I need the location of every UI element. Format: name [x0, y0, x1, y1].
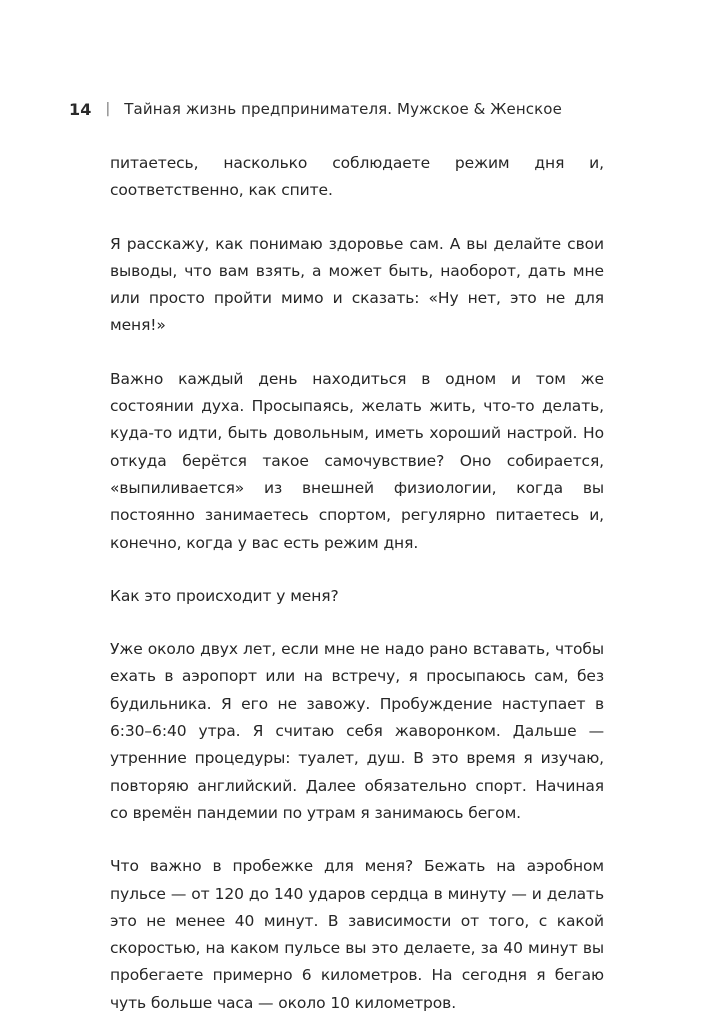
- paragraph: Уже около двух лет, если мне не надо рано вставать, чтобы ехать в аэропорт или на встречу, я просыпаюсь сам, без будильника. Я его не завожу. Пробуждение наступает в 6:30–6:40 утра. Я считаю себя жаворонком. Дальше — утренние процедуры: туалет, душ. В это время я изучаю, повторяю английский. Далее обязательно спорт. Начиная со времён пандемии по утрам я занимаюсь бегом.: [110, 640, 604, 822]
- book-title: Тайная жизнь предпринимателя. Мужское & Женское: [124, 100, 562, 118]
- header-separator: |: [105, 101, 111, 117]
- paragraph: питаетесь, насколько соблюдаете режим дня и, соответственно, как спите.: [110, 154, 604, 200]
- page-number: 14: [69, 99, 92, 119]
- body-text: [110, 150, 604, 1017]
- paragraph: Важно каждый день находиться в одном и том же состоянии духа. Просыпаясь, желать жить, что-то делать, куда-то идти, быть довольным, иметь хороший настрой. Но откуда берётся такое самочувствие? Оно собирается, «выпиливается» из внешней физиологии, когда вы постоянно занимаетесь спортом, регулярно питаетесь и, конечно, когда у вас есть режим дня.: [110, 369, 604, 552]
- paragraph: Что важно в пробежке для меня? Бежать на аэробном пульсе — от 120 до 140 ударов сердца в минуту — и делать это не менее 40 минут. В зависимости от того, с какой скоростью, на каком пульсе вы это делаете, за 40 минут вы пробегаете примерно 6 километров. На сегодня я бегаю чуть больше часа — около 10 километров.: [110, 857, 604, 1012]
- paragraph: Как это происходит у меня?: [110, 586, 339, 605]
- running-head: [69, 97, 562, 121]
- paragraph: Я расскажу, как понимаю здоровье сам. А вы делайте свои выводы, что вам взять, а может быть, наоборот, дать мне или просто пройти мимо и сказать: «Ну нет, это не для меня!»: [110, 234, 604, 335]
